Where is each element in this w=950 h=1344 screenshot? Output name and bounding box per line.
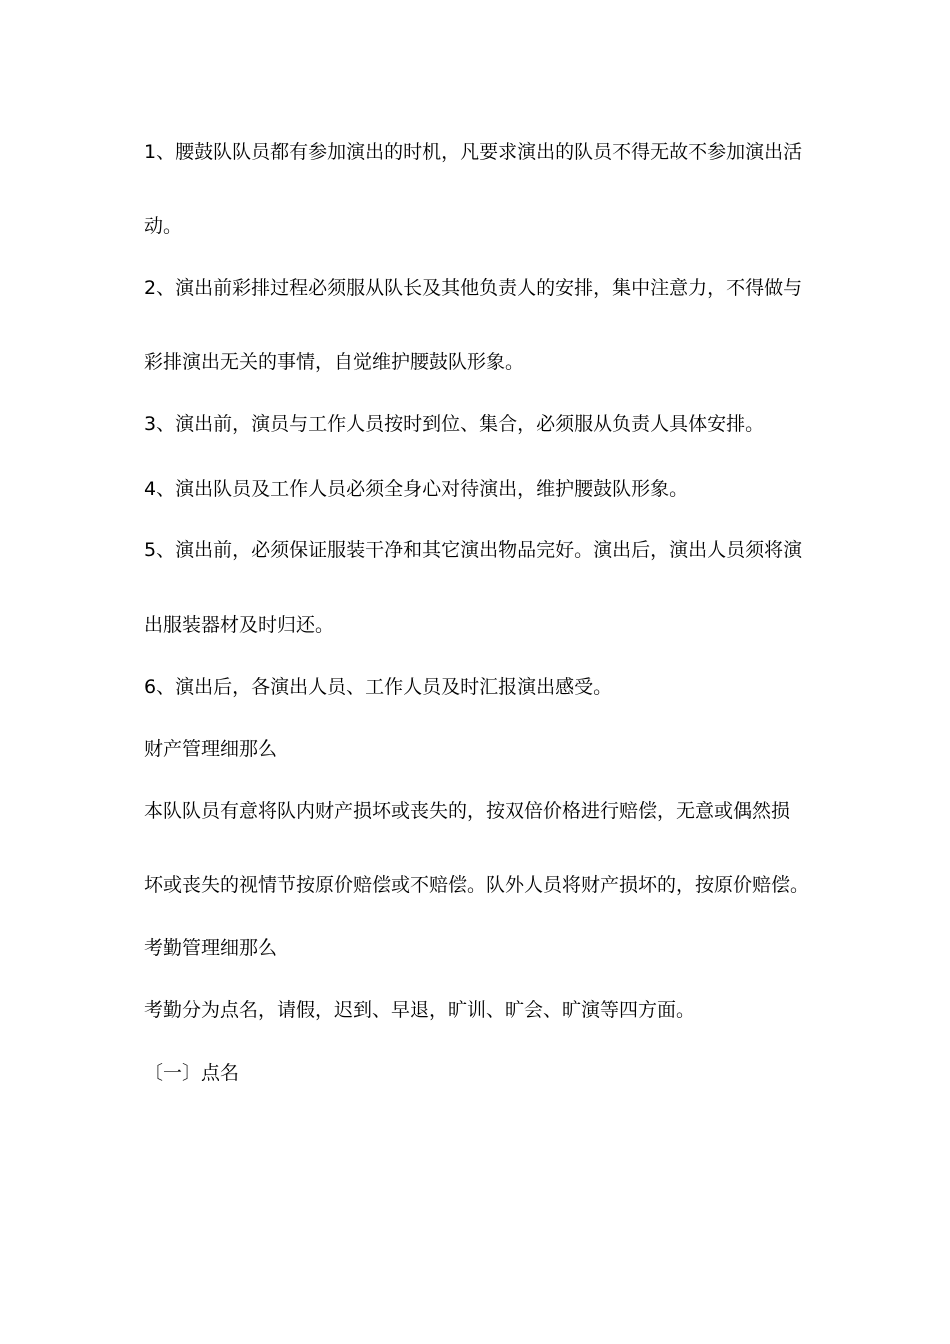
section-heading-attendance: 考勤管理细那么 <box>144 937 278 959</box>
rule-6-line: 6、演出后，各演出人员、工作人员及时汇报演出感受。 <box>144 676 613 698</box>
rule-2-line-2: 彩排演出无关的事情，自觉维护腰鼓队形象。 <box>144 351 525 373</box>
attendance-intro-line: 考勤分为点名，请假，迟到、早退，旷训、旷会、旷演等四方面。 <box>144 999 696 1021</box>
rule-2-line-1: 2、演出前彩排过程必须服从队长及其他负责人的安排，集中注意力，不得做与 <box>144 277 803 299</box>
rule-1-line-2: 动。 <box>144 215 183 237</box>
subsection-heading-rollcall: 〔一〕点名 <box>144 1062 240 1084</box>
rule-5-line-2: 出服装器材及时归还。 <box>144 614 335 636</box>
rule-4-line: 4、演出队员及工作人员必须全身心对待演出，维护腰鼓队形象。 <box>144 478 689 500</box>
rule-1-line-1: 1、腰鼓队队员都有参加演出的时机，凡要求演出的队员不得无故不参加演出活 <box>144 141 803 163</box>
property-rule-line-1: 本队队员有意将队内财产损坏或丧失的，按双倍价格进行赔偿，无意或偶然损 <box>144 800 791 822</box>
rule-3-line: 3、演出前，演员与工作人员按时到位、集合，必须服从负责人具体安排。 <box>144 413 765 435</box>
rule-5-line-1: 5、演出前，必须保证服装干净和其它演出物品完好。演出后，演出人员须将演 <box>144 539 803 561</box>
property-rule-line-2: 坏或丧失的视情节按原价赔偿或不赔偿。队外人员将财产损坏的，按原价赔偿。 <box>144 874 810 896</box>
section-heading-property: 财产管理细那么 <box>144 738 278 760</box>
